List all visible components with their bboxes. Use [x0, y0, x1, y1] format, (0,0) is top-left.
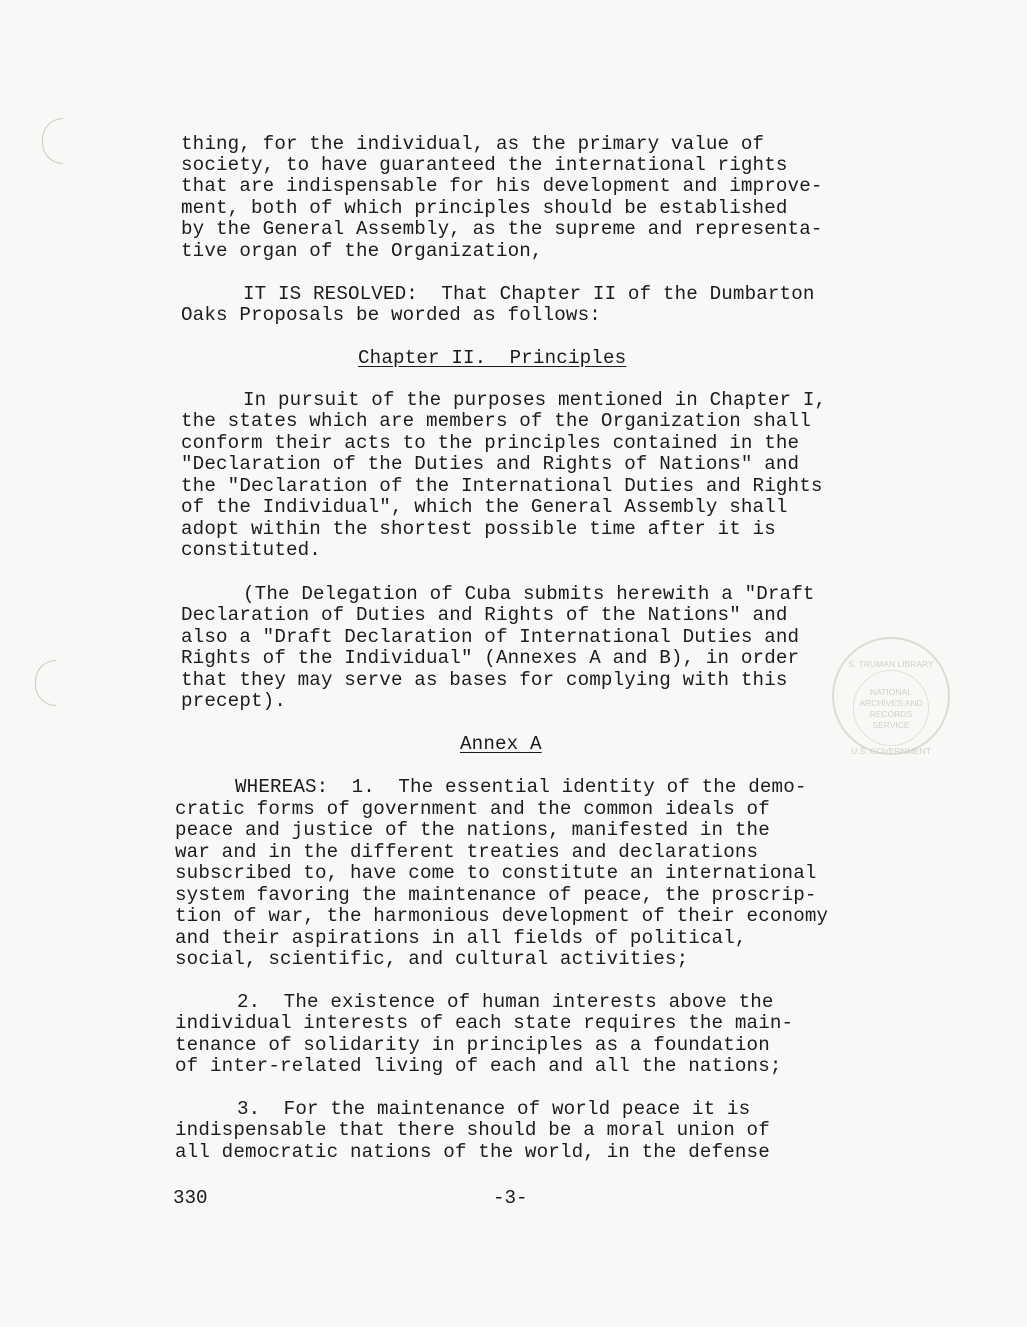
text-line: constituted. [181, 539, 321, 561]
stamp-text: RECORDS [869, 709, 913, 719]
stamp-text: U.S. GOVERNMENT [851, 746, 931, 756]
text-line: tenance of solidarity in principles as a foundation [175, 1034, 770, 1056]
text-line: that they may serve as bases for complying with this [181, 669, 788, 691]
punch-hole-bottom [35, 660, 56, 706]
text-line: Declaration of Duties and Rights of the Nations" and [181, 604, 788, 626]
stamp-text: SERVICE [872, 720, 910, 730]
text-line: ment, both of which principles should be established [181, 197, 788, 219]
stamp-text: S. TRUMAN LIBRARY [848, 659, 934, 669]
text-line: system favoring the maintenance of peace, the proscrip- [175, 884, 817, 906]
text-line: In pursuit of the purposes mentioned in Chapter I, [243, 389, 827, 411]
text-line: conform their acts to the principles contained in the [181, 432, 800, 454]
text-line: indispensable that there should be a moral union of [175, 1119, 770, 1141]
text-line: "Declaration of the Duties and Rights of Nations" and [181, 453, 800, 475]
text-line: IT IS RESOLVED: That Chapter II of the Dumbarton [243, 283, 815, 305]
text-line: Rights of the Individual" (Annexes A and B), in order [181, 647, 800, 669]
text-line: peace and justice of the nations, manifested in the [175, 819, 770, 841]
text-line: the "Declaration of the International Duties and Rights [181, 475, 823, 497]
text-line: Oaks Proposals be worded as follows: [181, 304, 601, 326]
text-line: war and in the different treaties and declarations [175, 841, 759, 863]
text-line: cratic forms of government and the common ideals of [175, 798, 770, 820]
text-line: precept). [181, 690, 286, 712]
text-line: (The Delegation of Cuba submits herewith a "Draft [243, 583, 815, 605]
text-line: tion of war, the harmonious development of their economy [175, 905, 829, 927]
page-number: -3- [493, 1187, 528, 1209]
annex-heading: Annex A [460, 733, 542, 755]
text-line: society, to have guaranteed the international rights [181, 154, 788, 176]
text-line: WHEREAS: 1. The essential identity of the demo- [235, 776, 807, 798]
text-line: adopt within the shortest possible time after it is [181, 518, 776, 540]
text-line: thing, for the individual, as the primary value of [181, 133, 765, 155]
text-line: 3. For the maintenance of world peace it is [237, 1098, 751, 1120]
text-line: tive organ of the Organization, [181, 240, 543, 262]
text-line: social, scientific, and cultural activities; [175, 948, 689, 970]
stamp-text: NATIONAL [870, 687, 912, 697]
text-line: the states which are members of the Organization shall [181, 410, 811, 432]
text-line: of inter-related living of each and all the nations; [175, 1055, 782, 1077]
document-number: 330 [173, 1187, 208, 1209]
chapter-heading: Chapter II. Principles [358, 347, 627, 369]
text-line: by the General Assembly, as the supreme and representa- [181, 218, 823, 240]
text-line: all democratic nations of the world, in the defense [175, 1141, 770, 1163]
text-line: individual interests of each state requires the main- [175, 1012, 794, 1034]
stamp-inner-ring [853, 670, 929, 746]
text-line: that are indispensable for his development and improve- [181, 175, 823, 197]
archive-stamp [832, 637, 950, 755]
text-line: subscribed to, have come to constitute an international [175, 862, 817, 884]
text-line: of the Individual", which the General Assembly shall [181, 496, 788, 518]
text-line: and their aspirations in all fields of political, [175, 927, 747, 949]
text-line: also a "Draft Declaration of International Duties and [181, 626, 800, 648]
stamp-text: ARCHIVES AND [859, 698, 923, 708]
text-line: 2. The existence of human interests above the [237, 991, 774, 1013]
punch-hole-top [42, 118, 63, 164]
